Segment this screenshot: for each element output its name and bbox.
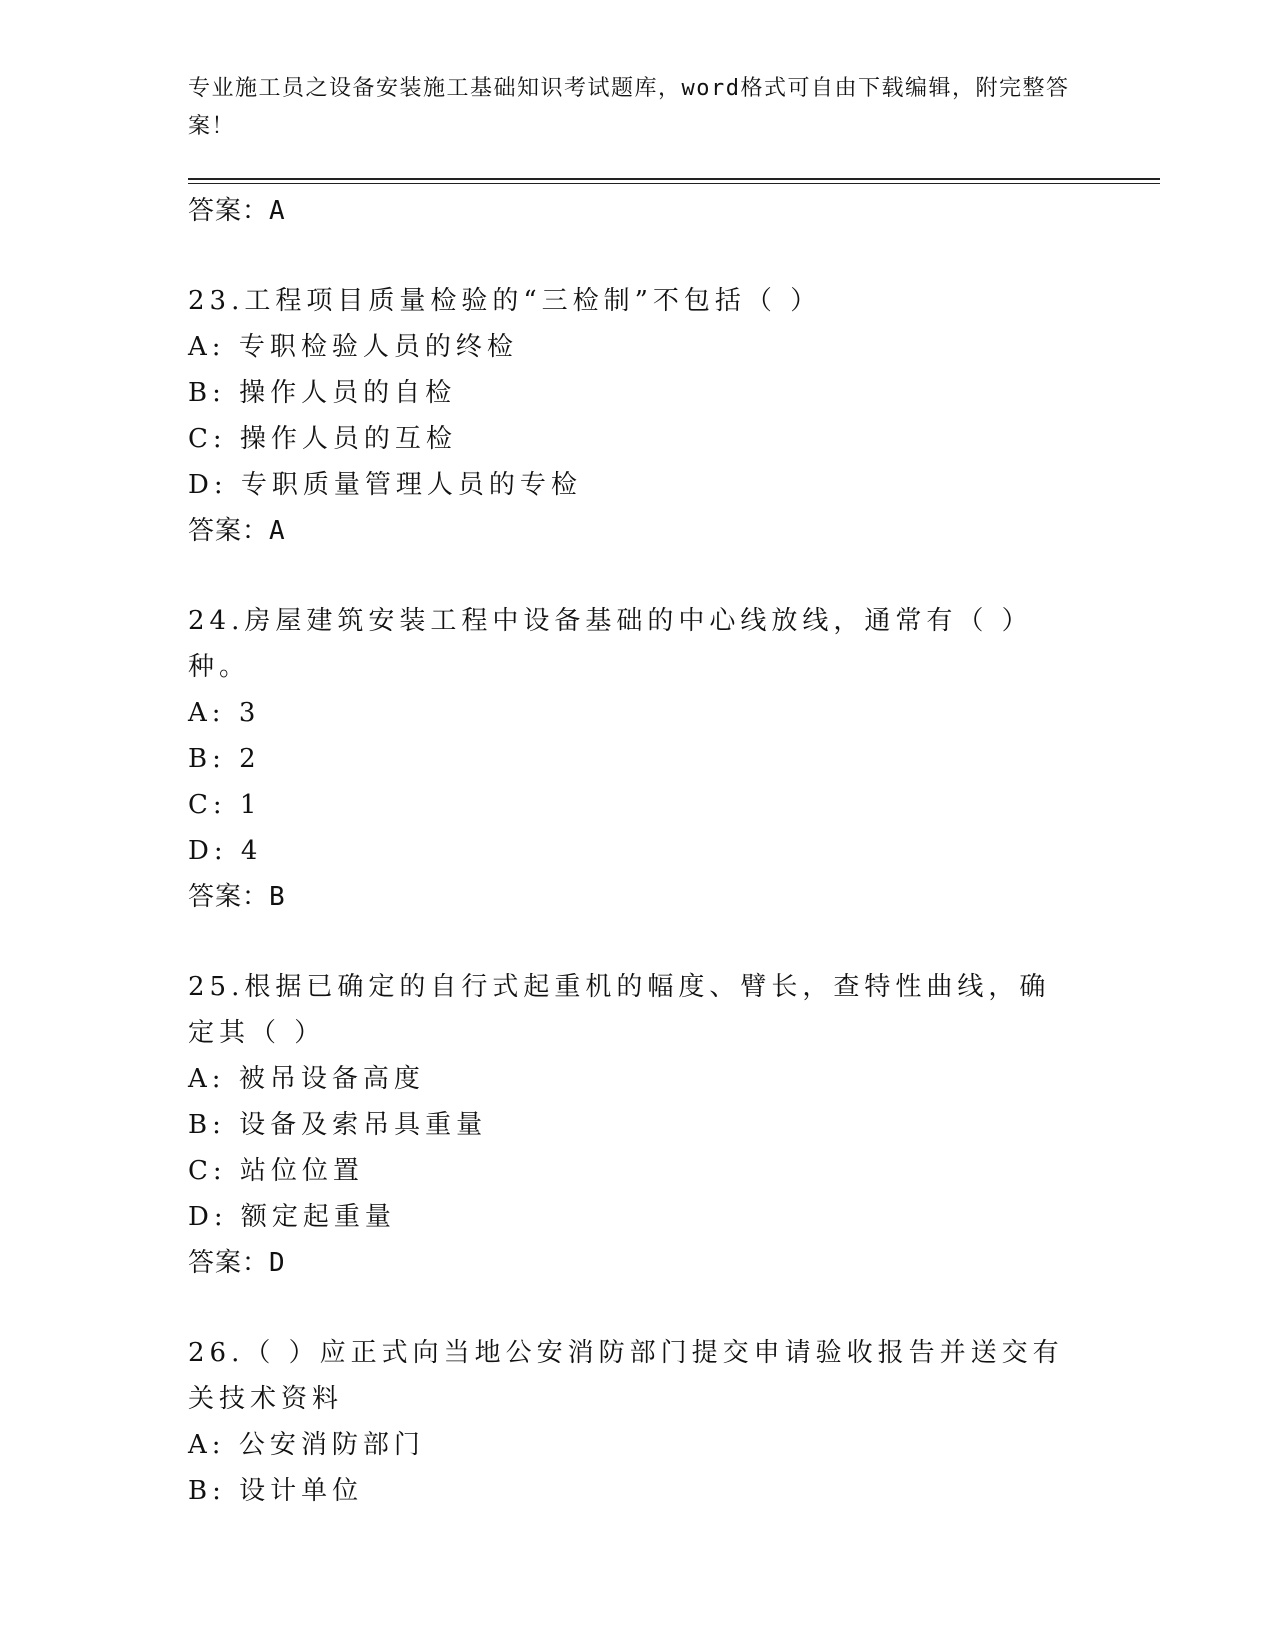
option-text: 站位位置	[239, 1156, 364, 1186]
option-d	[188, 828, 1160, 874]
option-a	[188, 1422, 1160, 1468]
option-label: C:	[188, 790, 227, 820]
option-label: B:	[188, 378, 226, 408]
option-d	[188, 462, 1160, 508]
document-page	[188, 70, 1160, 1514]
question-26	[188, 1330, 1160, 1514]
option-c	[188, 1148, 1160, 1194]
option-a	[188, 1056, 1160, 1102]
option-label: D:	[188, 470, 228, 500]
question-24	[188, 598, 1160, 920]
option-text: 2	[239, 744, 261, 774]
option-text: 额定起重量	[240, 1202, 396, 1232]
option-b	[188, 1102, 1160, 1148]
question-25	[188, 964, 1160, 1286]
option-d	[188, 1194, 1160, 1240]
answer-line: 答案：D	[188, 1248, 286, 1278]
option-text: 公安消防部门	[238, 1430, 425, 1460]
option-text: 操作人员的互检	[239, 424, 457, 454]
option-label: A:	[188, 332, 226, 362]
question-text: 25.根据已确定的自行式起重机的幅度、臂长，查特性曲线，确定其（ ）	[188, 972, 1051, 1048]
option-text: 3	[238, 698, 261, 728]
option-label: C:	[188, 1156, 227, 1186]
option-a	[188, 690, 1160, 736]
option-a	[188, 324, 1160, 370]
option-label: B:	[188, 1110, 226, 1140]
question-text: 24.房屋建筑安装工程中设备基础的中心线放线，通常有（ ）种。	[188, 606, 1033, 682]
option-label: C:	[188, 424, 227, 454]
question-text: 23.工程项目质量检验的“三检制”不包括（ ）	[188, 286, 822, 316]
option-text: 设计单位	[239, 1476, 364, 1506]
option-text: 专职质量管理人员的专检	[240, 470, 582, 500]
option-label: A:	[188, 698, 226, 728]
option-b	[188, 736, 1160, 782]
option-c	[188, 782, 1160, 828]
option-text: 专职检验人员的终检	[238, 332, 518, 362]
option-c	[188, 416, 1160, 462]
option-b	[188, 370, 1160, 416]
option-label: A:	[188, 1430, 226, 1460]
header-divider	[188, 178, 1160, 180]
option-text: 操作人员的自检	[239, 378, 457, 408]
option-label: D:	[188, 836, 228, 866]
option-text: 设备及索吊具重量	[239, 1110, 488, 1140]
option-text: 被吊设备高度	[238, 1064, 425, 1094]
option-text: 1	[239, 790, 262, 820]
option-label: D:	[188, 1202, 228, 1232]
option-label: B:	[188, 1476, 226, 1506]
option-b	[188, 1468, 1160, 1514]
question-text: 26.（ ）应正式向当地公安消防部门提交申请验收报告并送交有关技术资料	[188, 1338, 1064, 1414]
question-23	[188, 278, 1160, 554]
option-text: 4	[240, 836, 263, 866]
option-label: B:	[188, 744, 226, 774]
option-label: A:	[188, 1064, 226, 1094]
answer-line: 答案：A	[188, 516, 286, 546]
previous-answer: 答案：A	[188, 196, 286, 226]
document-header: 专业施工员之设备安装施工基础知识考试题库，word格式可自由下载编辑，附完整答案！	[188, 76, 1070, 139]
answer-line: 答案：B	[188, 882, 286, 912]
